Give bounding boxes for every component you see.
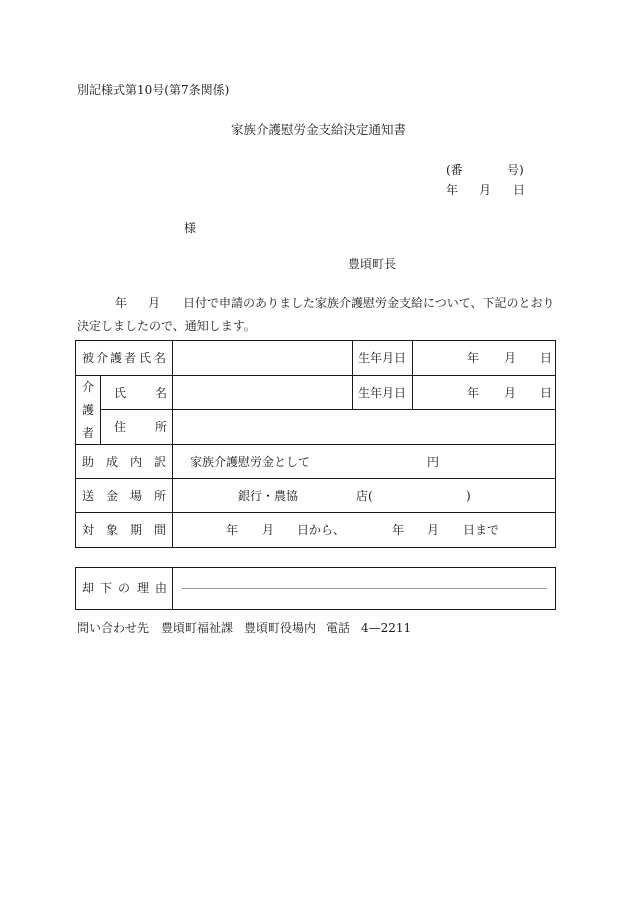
care-recipient-birth-month: 月 [504, 351, 517, 365]
inquiry-department: 豊頃町福祉課 [161, 621, 234, 635]
recipient-honorific: 様 [184, 221, 197, 235]
document-title: 家族介護慰労金支給決定通知書 [231, 122, 407, 137]
caregiver-birth-year: 年 [467, 386, 480, 400]
inquiry-office: 豊頃町役場内 [244, 621, 317, 635]
caregiver-name-value[interactable] [173, 376, 352, 409]
breakdown-yen: 円 [427, 455, 440, 469]
refusal-reason-line[interactable] [182, 588, 547, 589]
caregiver-birth-month: 月 [504, 386, 517, 400]
remittance-branch-close: ) [466, 489, 471, 503]
remittance-bank: 銀行・農協 [238, 489, 299, 503]
care-recipient-birth-year: 年 [467, 351, 480, 365]
body-line-2: 決定しましたので、通知します。 [77, 319, 256, 333]
inquiry-phone-number: 4—2211 [361, 621, 412, 635]
body-year: 年 [115, 296, 128, 310]
caregiver-birth-day: 日 [540, 386, 553, 400]
inquiry-label: 問い合わせ先 [77, 621, 150, 635]
issue-date-year: 年 [446, 183, 459, 197]
period-from-year: 年 [226, 523, 239, 537]
document-number-open: (番 [446, 163, 463, 177]
caregiver-birthdate-label: 生年月日 [358, 386, 407, 400]
issue-date-month: 月 [479, 183, 492, 197]
period-to-month: 月 [427, 523, 440, 537]
document-number-close: 号) [507, 163, 524, 177]
form-reference: 別記様式第10号(第7条関係) [77, 83, 230, 97]
period-to-day: 日まで [463, 523, 500, 537]
period-from-month: 月 [262, 523, 275, 537]
care-recipient-birth-day: 日 [540, 351, 553, 365]
caregiver-address-value[interactable] [173, 410, 555, 444]
inquiry-phone-label: 電話 [326, 621, 351, 635]
body-line-1: 日付で申請のありました家族介護慰労金支給について、下記のとおり [183, 296, 555, 310]
issuer-name: 豊頃町長 [348, 257, 397, 271]
care-recipient-birthdate-label: 生年月日 [358, 351, 407, 365]
period-to-year: 年 [392, 523, 405, 537]
care-recipient-name-value[interactable] [173, 341, 352, 375]
period-from-day: 日から、 [297, 523, 346, 537]
body-month: 月 [148, 296, 161, 310]
remittance-branch-open: 店( [356, 489, 373, 503]
breakdown-text: 家族介護慰労金として [190, 455, 311, 469]
issue-date-day: 日 [513, 183, 526, 197]
